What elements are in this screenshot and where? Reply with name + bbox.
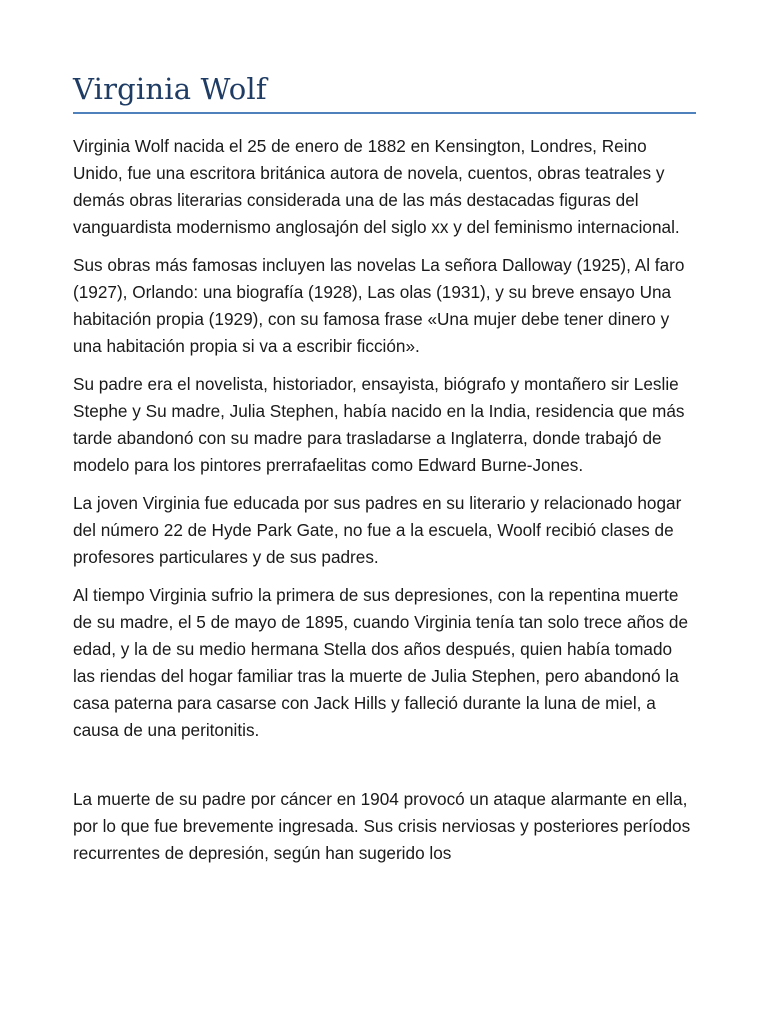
empty-paragraph xyxy=(73,755,696,786)
title-underline xyxy=(73,112,696,114)
paragraph-4: La joven Virginia fue educada por sus padres en su literario y relacionado hogar del número 22 de Hyde Park Gate, no fue a la escuela, Woolf recibió clases de profesores particulares y de sus padres. xyxy=(73,493,682,567)
paragraph-6: La muerte de su padre por cáncer en 1904 provocó un ataque alarmante en ella, por lo que fue brevemente ingresada. Sus crisis nerviosas y posteriores períodos recurrentes de depresión, según han sugerido los xyxy=(73,789,691,863)
paragraph-2: Sus obras más famosas incluyen las novelas La señora Dalloway (1925), Al faro (1927), Orlando: una biografía (1928), Las olas (1931), y su breve ensayo Una habitación propia (1929), con su famosa frase «Una mujer debe tener dinero y una habitación propia si va a escribir ficción». xyxy=(73,255,685,356)
paragraph-5: Al tiempo Virginia sufrio la primera de sus depresiones, con la repentina muerte de su madre, el 5 de mayo de 1895, cuando Virginia tenía tan solo trece años de edad, y la de su medio hermana Stella dos años después, quien había tomado las riendas del hogar familiar tras la muerte de Julia Stephen, pero abandonó la casa paterna para casarse con Jack Hills y falleció durante la luna de miel, a causa de una peritonitis. xyxy=(73,585,689,740)
document-page xyxy=(73,70,696,878)
paragraph-3: Su padre era el novelista, historiador, ensayista, biógrafo y montañero sir Leslie Stephe y Su madre, Julia Stephen, había nacido en la India, residencia que más tarde abandonó con su madre para trasladarse a Inglaterra, donde trabajó de modelo para los pintores prerrafaelitas como Edward Burne-Jones. xyxy=(73,374,685,475)
paragraph-1: Virginia Wolf nacida el 25 de enero de 1882 en Kensington, Londres, Reino Unido, fue una escritora británica autora de novela, cuentos, obras teatrales y demás obras literarias considerada una de las más destacadas figuras del vanguardista modernismo anglosajón del siglo xx y del feminismo internacional. xyxy=(73,136,680,237)
document-title: Virginia Wolf xyxy=(73,72,267,106)
